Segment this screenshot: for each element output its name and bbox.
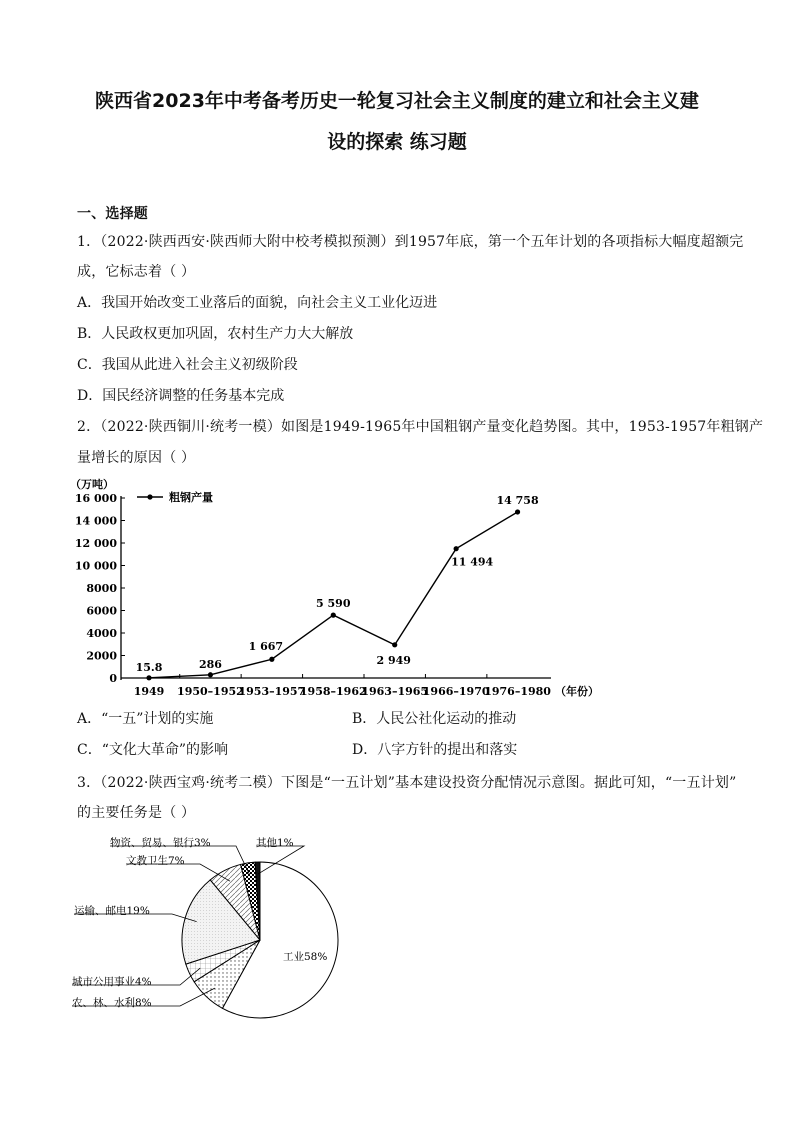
y-tick-label: 4000 <box>86 627 117 640</box>
data-point <box>331 613 336 618</box>
question-1-stem: 1．（2022·陕西西安·陕西师大附中校考模拟预测）到1957年底，第一个五年计划的各项指标大幅度超额完 <box>77 234 744 250</box>
y-tick-label: 6000 <box>86 604 117 618</box>
data-label: 286 <box>198 657 222 671</box>
y-axis-label: （万吨） <box>70 478 114 491</box>
y-tick-label: 10 000 <box>74 559 117 573</box>
slice-label: 文教卫生7% <box>126 855 185 867</box>
x-tick-label: 1949 <box>133 685 165 698</box>
question-2-stem-cont: 量增长的原因（ ） <box>77 450 196 466</box>
page-title: 陕西省2023年中考备考历史一轮复习社会主义制度的建立和社会主义建 <box>95 90 699 112</box>
slice-label: 农、林、水利8% <box>72 997 152 1009</box>
y-tick-label: 12 000 <box>74 537 117 550</box>
q1-option-b[interactable]: B．人民政权更加巩固，农村生产力大大解放 <box>77 326 354 342</box>
q2-option-a[interactable]: A．“一五”计划的实施 <box>77 711 214 727</box>
slice-label: 城市公用事业4% <box>72 976 152 988</box>
investment-pie-chart <box>70 828 370 1028</box>
legend-label: 粗钢产量 <box>169 491 213 504</box>
slice-label: 物资、贸易、银行3% <box>110 837 211 849</box>
data-label: 2 949 <box>376 653 411 667</box>
x-axis-label: （年份） <box>555 685 599 698</box>
page-title-line2: 设的探索 练习题 <box>327 131 467 153</box>
q2-option-c[interactable]: C．“文化大革命”的影响 <box>77 742 229 758</box>
question-3-stem: 3．（2022·陕西宝鸡·统考二模）下图是“一五计划”基本建设投资分配情况示意图。据此可知，“一五计划” <box>77 775 737 791</box>
question-1-stem-cont: 成，它标志着（ ） <box>77 264 196 280</box>
data-label: 14 758 <box>496 493 539 507</box>
x-tick-label: 1963–1965 <box>361 685 429 698</box>
q1-option-a[interactable]: A．我国开始改变工业落后的面貌，向社会主义工业化迈进 <box>77 295 438 311</box>
x-tick-label: 1950–1952 <box>177 685 244 698</box>
data-point <box>269 657 274 662</box>
data-point <box>515 509 520 514</box>
data-point <box>146 675 151 680</box>
data-point <box>454 546 459 551</box>
q2-option-b[interactable]: B．人民公社化运动的推动 <box>352 711 517 727</box>
slice-label: 其他1% <box>256 837 294 849</box>
data-label: 5 590 <box>316 597 351 611</box>
question-2-stem: 2．（2022·陕西铜川·统考一模）如图是1949-1965年中国粗钢产量变化趋势图。其中，1953-1957年粗钢产 <box>77 419 764 435</box>
data-point <box>392 642 397 647</box>
data-label: 15.8 <box>135 660 163 674</box>
x-tick-label: 1953–1957 <box>238 685 306 698</box>
q1-option-c[interactable]: C．我国从此进入社会主义初级阶段 <box>77 357 298 373</box>
x-tick-label: 1958–1962 <box>299 685 367 698</box>
data-label: 11 494 <box>451 555 494 569</box>
data-point <box>208 672 213 677</box>
y-tick-label: 0 <box>109 672 117 685</box>
section-heading: 一、选择题 <box>77 206 148 222</box>
x-tick-label: 1966–1970 <box>422 685 490 698</box>
legend-marker <box>147 494 152 499</box>
y-tick-label: 2000 <box>86 649 117 663</box>
y-tick-label: 16 000 <box>74 492 117 505</box>
y-tick-label: 8000 <box>86 582 117 595</box>
slice-label: 运输、邮电19% <box>74 905 150 917</box>
question-3-stem-cont: 的主要任务是（ ） <box>77 805 196 821</box>
y-tick-label: 14 000 <box>74 514 117 528</box>
series-line-steel <box>149 512 518 678</box>
x-tick-label: 1976–1980 <box>484 685 551 698</box>
q1-option-d[interactable]: D．国民经济调整的任务基本完成 <box>77 388 285 404</box>
steel-output-line-chart <box>68 474 628 700</box>
slice-label: 工业58% <box>283 951 328 963</box>
q2-option-d[interactable]: D．八字方针的提出和落实 <box>352 742 518 758</box>
data-label: 1 667 <box>248 640 284 654</box>
